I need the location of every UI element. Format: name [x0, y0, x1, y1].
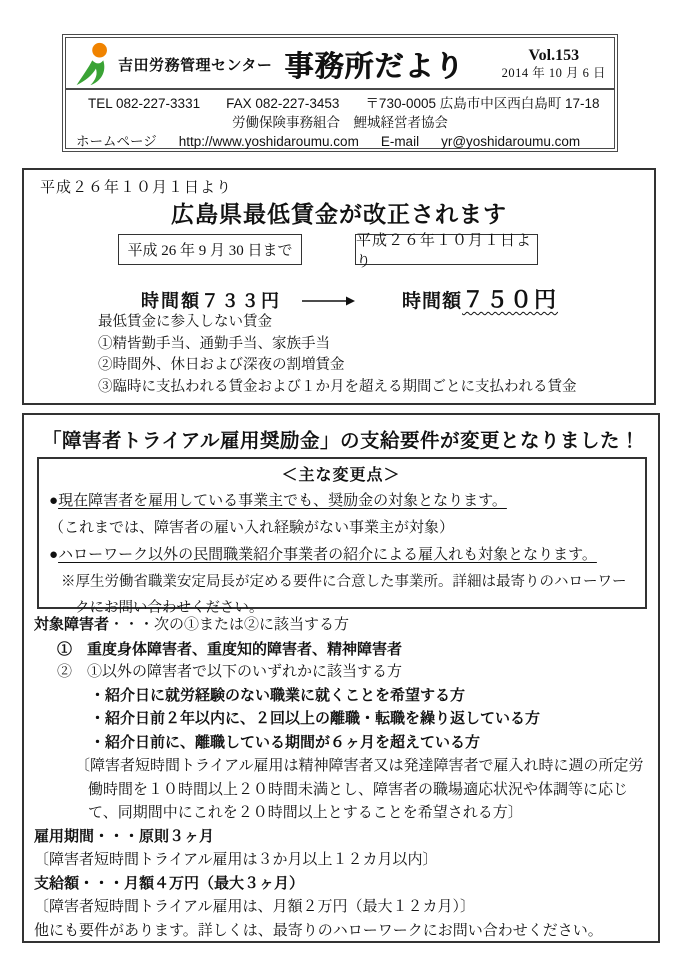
bullet-dot-icon: ● [49, 547, 59, 563]
bullet-dot-icon: ● [49, 493, 59, 509]
employment-period-line: 雇用期間・・・原則３ヶ月 [34, 828, 215, 845]
issue-date: 2014 年 10 月 6 日 [501, 66, 606, 81]
min-wage-section [22, 168, 656, 405]
eligible-sub-item: ・紹介日前２年以内に、２回以上の離職・転職を繰り返している方 [90, 711, 541, 727]
eligible-sub-item: ・紹介日前に、離職している期間が６ヶ月を超えている方 [90, 734, 481, 751]
header-contact-block [66, 90, 614, 151]
wage-after-prefix: 時間額 [401, 291, 462, 312]
tel-number: TEL 082-227-3331 [88, 96, 201, 111]
contact-row-phone [74, 94, 606, 113]
header-box [62, 34, 618, 152]
short-time-trial-note: 〔障害者短時間トライアル雇用は精神障害者又は発達障害者で雇入れ時に週の所定労働時間を１０時間以上２０時間未満とし、障害者の職場適応状況や体調等に応じて、同期間中にこれを２０時間以上とすることを希望される方〕 [75, 758, 644, 821]
employment-period-note: 〔障害者短時間トライアル雇用は３か月以上１２カ月以内〕 [34, 852, 438, 868]
eligible-item-1: ① 重度身体障害者、重度知的障害者、精神障害者 [57, 640, 403, 658]
change-bullet-2 [49, 542, 633, 569]
excluded-item: ①精皆勤手当、通勤手当、家族手当 [98, 335, 330, 352]
email-address: yr@yoshidaroumu.com [441, 134, 581, 149]
wage-after-amount [390, 283, 570, 314]
newsletter-title: 事務所だより [284, 50, 465, 83]
grant-amount-line: 支給額・・・月額４万円（最大３ヶ月） [34, 875, 305, 892]
before-date-box: 平成 26 年 9 月 30 日まで [118, 234, 302, 265]
company-logo-icon [74, 41, 116, 87]
trial-grant-title: 「障害者トライアル雇用奨励金」の支給要件が変更となりました！ [41, 430, 641, 452]
change-bullet-2-text: ハローワーク以外の民間職業紹介事業者の紹介による雇入れも対象となります。 [58, 547, 597, 563]
org-name: 吉田労務管理センター [118, 56, 273, 74]
fax-number: FAX 082-227-3453 [226, 96, 340, 111]
change-bullet-2-note: ※厚生労働省職業安定局長が定める要件に合意した事業所。詳細は最寄りのハローワークにお問い合わせください。 [61, 574, 627, 616]
postal-address: 〒730-0005 広島市中区西白島町 17-18 [365, 96, 600, 111]
trial-grant-section [22, 413, 660, 943]
trial-grant-body [34, 613, 650, 943]
changes-heading: ＜主な変更点＞ [281, 467, 401, 484]
min-wage-title: 広島県最低賃金が改正されます [171, 201, 507, 227]
email-label: E-mail [380, 134, 420, 149]
association-line: 労働保険事務組合 鯉城経営者協会 [232, 115, 448, 130]
issue-info [502, 46, 608, 82]
wage-after-value: ７５０円 [462, 287, 559, 312]
eligible-intro: ・・・次の①または②に該当する方 [109, 617, 350, 633]
volume-number: Vol.153 [528, 47, 580, 65]
eligible-label: 対象障害者 [34, 616, 110, 633]
excluded-list-title: 最低賃金に参入しない賃金 [98, 314, 272, 330]
excluded-wage-list [98, 312, 577, 398]
change-bullet-1-note: （これまでは、障害者の雇い入れ経験がない事業主が対象） [49, 520, 455, 536]
homepage-url: http://www.yoshidaroumu.com [178, 134, 359, 149]
excluded-item: ③臨時に支払われる賃金および１か月を超える期間ごとに支払われる賃金 [98, 378, 577, 395]
homepage-label: ホームページ [76, 134, 157, 149]
contact-row-web [74, 132, 606, 151]
effective-date-note: 平成２６年１０月１日より [40, 179, 233, 196]
change-bullet-1 [49, 488, 633, 515]
change-bullet-1-text: 現在障害者を雇用している事業主でも、奨励金の対象となります。 [58, 493, 507, 509]
after-date-box: 平成２６年１０月１日より [355, 234, 538, 265]
header-top-row [66, 38, 614, 90]
eligible-item-2: ② ①以外の障害者で以下のいずれかに該当する方 [57, 664, 403, 680]
right-arrow-icon [302, 294, 356, 312]
excluded-item: ②時間外、休日および深夜の割増賃金 [98, 357, 345, 373]
wage-before-amount: 時間額７３３円 [141, 291, 281, 311]
grant-amount-note: 〔障害者短時間トライアル雇用は、月額２万円（最大１２カ月）〕 [34, 899, 476, 915]
other-requirements-footer: 他にも要件があります。詳しくは、最寄りのハローワークにお問い合わせください。 [34, 922, 603, 939]
eligible-line [34, 613, 650, 638]
eligible-sub-item: ・紹介日に就労経験のない職業に就くことを希望する方 [90, 687, 466, 704]
main-changes-box [37, 457, 647, 616]
